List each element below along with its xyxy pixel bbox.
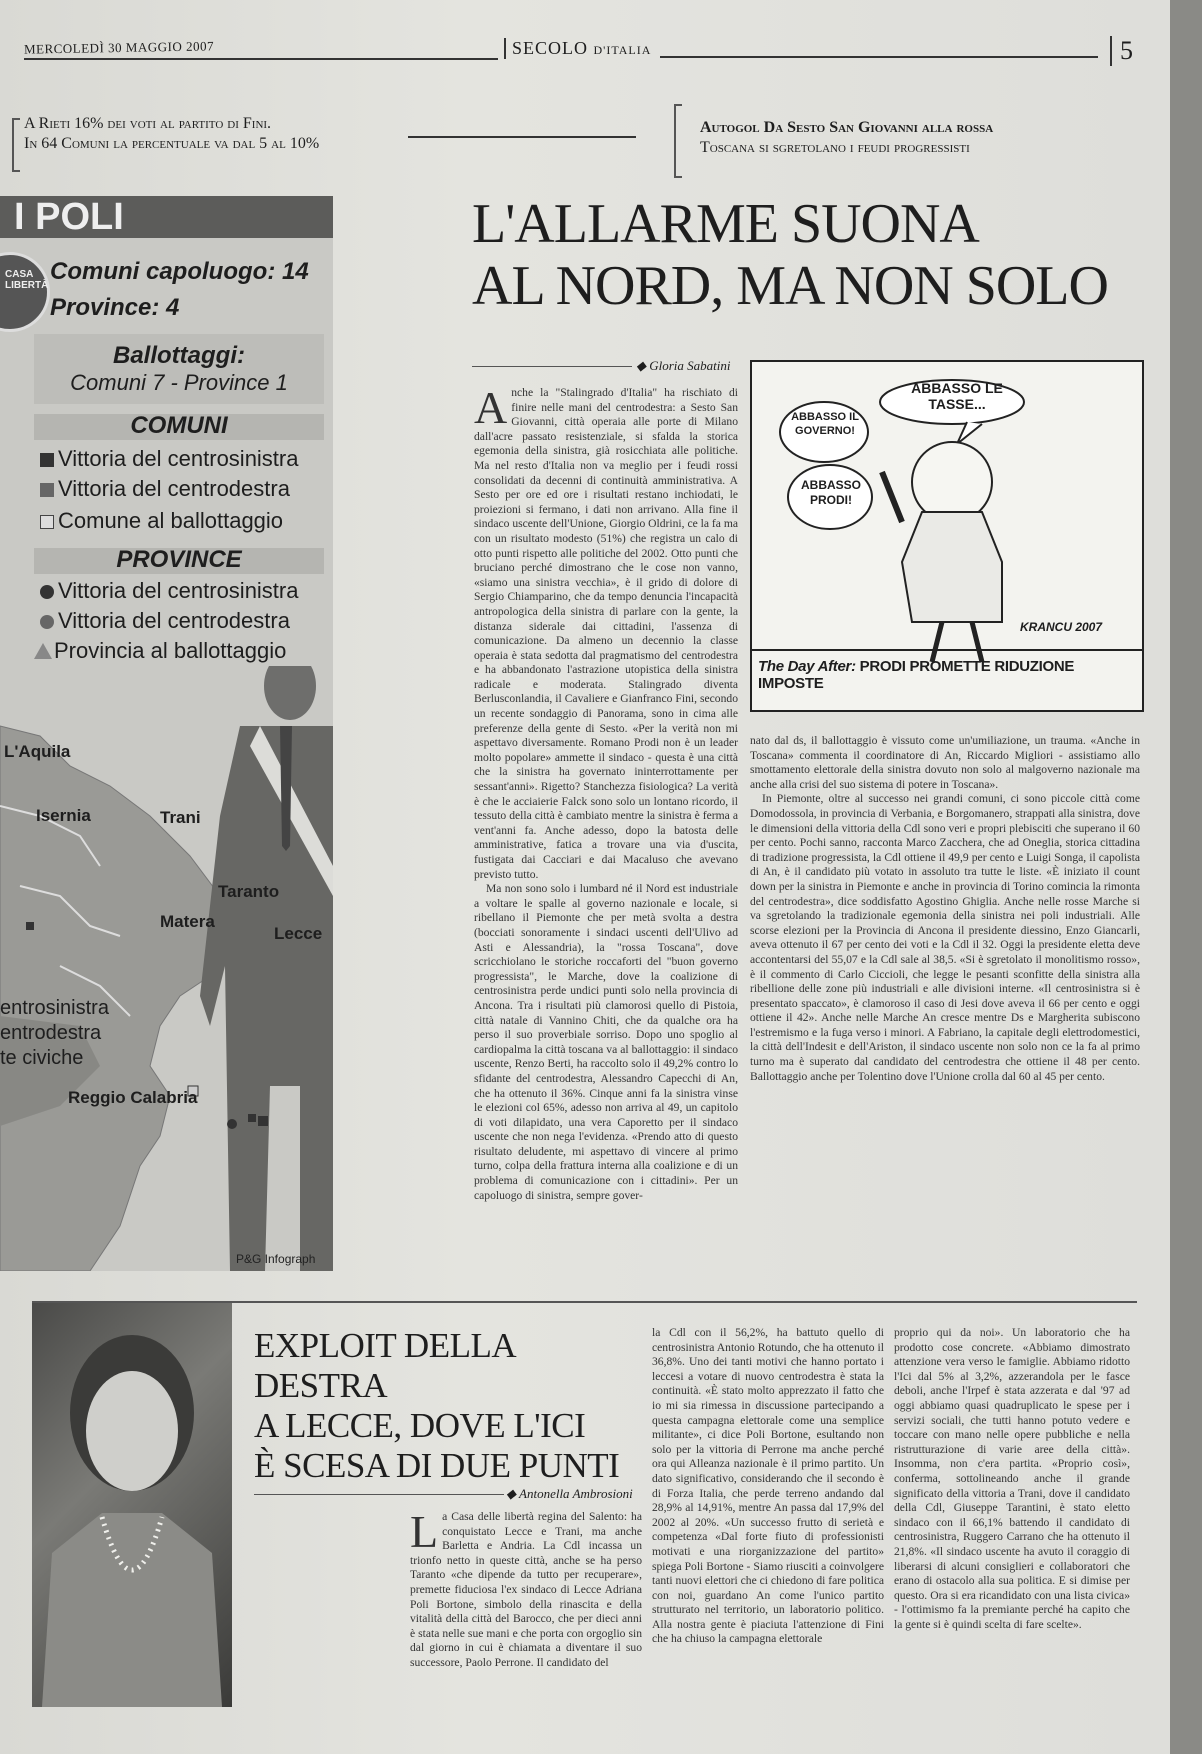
comuni-legend-label: Vittoria del centrodestra: [58, 476, 290, 501]
article2-headline-line2: A LECCE, DOVE L'ICI: [254, 1406, 586, 1445]
city-label: Trani: [160, 808, 201, 827]
legend-square-mid: [40, 483, 54, 497]
city-marker: [258, 1116, 268, 1126]
article1-headline-line1: L'ALLARME SUONA: [472, 193, 979, 255]
author-photo: [32, 1303, 232, 1707]
ballottaggi-title: Ballottaggi:: [113, 342, 245, 369]
prodi-legs: [932, 622, 982, 662]
man-tie: [280, 726, 292, 851]
article2-dropcap: L: [410, 1510, 439, 1557]
article1-dropcap: A: [474, 386, 508, 433]
province-legend-label: Provincia al ballottaggio: [54, 638, 287, 663]
legend-square-dark: [40, 453, 54, 467]
kicker-right: [700, 118, 1140, 158]
comuni-legend-ballottaggio: [40, 508, 283, 534]
infographic-title: I POLI: [0, 196, 333, 238]
bubble-text-prodi: ABBASSO PRODI!: [800, 478, 861, 507]
article1-paragraph: nche la "Stalingrado d'Italia" ha rischiato di finire nelle mani del centrodestra: a Sesto San Giovanni, città operaia alle porte di Milano dall'acre passato resistenziale, si sfalda la storica egemonia della sinistra, già rosicchiata alle politiche. Ma nel resto d'Italia non va meglio per i feudi rossi consolidati da decenni di continuità amministrativa. A Sesto per ore ed ore i risultati restano inchiodati, le proiezioni si fermano, i dati non arrivano. Alla fine il sindaco uscente dell'Unione, Giorgio Oldrini, ce la fa ma con un risultato modesto (51%) che registra un calo di otto punti rispetto alle politiche del 2002. Otto punti che bruciano perché dimostrano che le cose non vanno, «siamo una sinistra vecchia», è il grido di dolore di Sergio Chiamparino, che da tempo denuncia l'incapacità antropologica della sinistra di parlare con la gente, la distanza siderale dai cittadini, l'assenza di comunicazione. Da almeno un decennio la classe operaia è stata sedotta dal pragmatismo del centrodestra e ha abbandonato l'astrazione utopistica della sinistra radicale e moderata. Stalingrado diventa Berlusconlandia, il Cavaliere e Gianfranco Fini, secondo un recente sondaggio di Panorama, sono in cima alle preferenze della gente di Sesto. «Per la verità non mi aspettavo diversamente. Romano Prodi non è un leader molto popolare» ammette il sindaco - questa è una città che la sinistra ha governato ininterrottamente per sessant'anni». Rigetto? Stanchezza fisiologica? La verità è che le acciaierie Falck sono solo un lontano ricordo, il tessuto della città è cambiato mentre la sinistra è ferma a vent'anni fa. Anche adesso, dopo la batosta delle amministrative, fatica a trovare una via d'uscita, fustigata dai Cacciari e dai Macaluso che avevano previsto tutto.: [474, 386, 738, 881]
city-label: Reggio Calabria: [68, 1088, 198, 1107]
kicker-right-bracket: [674, 104, 682, 178]
newspaper-name-main: SECOLO: [512, 38, 589, 58]
byline-rule: [472, 366, 632, 367]
legend-circle-dark: [40, 585, 54, 599]
kicker-right-line2: Toscana si sgretolano i feudi progressisti: [700, 139, 970, 156]
city-label: Taranto: [218, 882, 280, 901]
casa-liberta-logo: [0, 252, 50, 332]
city-marker: [227, 1119, 237, 1129]
bubble-tail: [957, 422, 982, 444]
newspaper-name-suffix: D'ITALIA: [593, 43, 652, 57]
article2-paragraph: la Cdl con il 56,2%, ha battuto quello di centrosinistra Antonio Rotundo, che ha ottenuto il 36,8%. Uno dei tanti motivi che hanno portato i leccesi a votare di nuovo centrodestra è stata la continuità. «È stato molto apprezzato il fatto che io mi sia rimessa in discussione partecipando a questa campagna elettorale come una semplice militante», ci dice Poli Bortone, esultando non solo per la vittoria di Perrone ma anche perché ora qui Alleanza nazionale è il primo partito. Un dato significativo, considerando che il secondo è di Forza Italia, che perde terreno andando dal 28,9% al 14,91%, mentre An passa dal 17,9% del 2002 al 20%. «Un successo frutto di serietà e competenza «Dal forte fiuto di professionisti motivati e una riorganizzazione del partito» spiega Poli Bortone - Siamo riusciti a coinvolgere tanti nuovi elettori che ci chiedono di fare politica con noi, guardano An come l'unico partito strutturato nel territorio, un laboratorio politico. Alla nostra gente è piaciuta l'attenzione di Fini che ha chiuso la campagna elettorale: [652, 1326, 884, 1646]
page-number: 5: [1110, 36, 1133, 66]
article2-column3: [894, 1326, 1130, 1710]
city-label: L'Aquila: [4, 742, 71, 761]
man-head: [264, 666, 316, 720]
ballottaggi-detail: Comuni 7 - Province 1: [70, 370, 288, 395]
logo-text: CASA LIBERTÀ: [5, 269, 49, 291]
kicker-left-bracket: [12, 118, 20, 172]
political-cartoon: [750, 360, 1144, 712]
prodi-arm: [882, 472, 902, 522]
cartoonist-signature: KRANCU 2007: [1020, 620, 1103, 634]
man-silhouette: [200, 666, 333, 1271]
kicker-left-line1: A Rieti 16% dei voti al partito di Fini.: [24, 115, 272, 132]
caption-text: PRODI PROMETTE RIDUZIONE IMPOSTE: [758, 658, 1075, 692]
election-infographic: [0, 196, 333, 1271]
portrait-image: [32, 1303, 232, 1707]
man-body: [200, 726, 333, 1271]
legend-square-empty: [40, 515, 54, 529]
infographic-credit: P&G Infograph: [236, 1252, 316, 1266]
byline-name: Gloria Sabatini: [649, 358, 731, 373]
article2-byline: ◆ Antonella Ambrosioni: [506, 1486, 633, 1501]
bubble-text-taxes: ABBASSO LE TASSE...: [911, 380, 1003, 412]
kicker-left-line2: In 64 Comuni la percentuale va dal 5 al 10%: [24, 135, 320, 152]
legend-line: entrosinistra: [0, 997, 109, 1019]
article2-headline-line3: È SCESA DI DUE PUNTI: [254, 1446, 620, 1485]
cartoon-caption: [758, 658, 1136, 692]
province-legend-label: Vittoria del centrosinistra: [58, 578, 299, 603]
article1-headline-line2: AL NORD, MA NON SOLO: [472, 255, 1108, 317]
header-rule-right: [660, 56, 1098, 58]
comuni-legend-centrodestra: [40, 476, 290, 502]
byline-rule: [254, 1494, 504, 1495]
province-legend-centrosinistra: [40, 578, 299, 604]
comuni-legend-label: Comune al ballottaggio: [58, 508, 284, 533]
kicker-left: [24, 114, 414, 154]
article1-headline: [472, 193, 1132, 317]
article2-paragraph: proprio qui da noi». Un laboratorio che ha prodotto cose concrete. «Abbiamo dimostrato attenzione vera verso le famiglie. Abbiamo ridotto l'Ici dal 5% al 3,2%, azzerandola per le fasce deboli, anche l'Irpef è stata azzerata e dal '97 ad oggi abbiamo quasi quadruplicato le spese per i servizi sociali, che tutti hanno potuto vedere e toccare con mano nelle opere pubbliche e nella ristrutturazione di varie aree della città». Insomma, non c'era partita. «Proprio così», conferma, sottolineando anche il grande significato della vittoria a Trani, dove il candidato della Cdl, Giuseppe Tarantini, è stato eletto sindaco con il 66,1% battendo il candidato di centrosinistra, Ruggero Carrano che ha ottenuto il 21,8%. «Il sindaco uscente ha avuto il coraggio di liberarsi di alcuni consiglieri e collaboratori che erano di ostacolo alla sua politica. E si dimise per questo. Ora si era ricandidato con una lista civica» - l'ottimismo fa la premiante perché ha capito che la gente si è quindi scelta di fare scelte».: [894, 1326, 1130, 1631]
portrait-face: [86, 1371, 178, 1491]
legend-line: entrodestra: [0, 1022, 102, 1044]
comuni-legend-label: Vittoria del centrosinistra: [58, 446, 299, 471]
stat-capoluogo: Comuni capoluogo: 14: [50, 258, 309, 285]
article1-paragraph: In Piemonte, oltre al successo nei grandi comuni, ci sono piccole città come Domodossola, in provincia di Verbania, e Borgomanero, strappati alla sinistra, dove le dimensioni della vittoria della Cdl sono veri e propri plebisciti che superano il 60 per cento. Pochi sanno, racconta Marco Zacchera, che ad Oneglia, storica cittadina di tradizione progressista, la Cdl ottiene il 49,9 per cento e Luigi Songa, il capolista di An, è il candidato più votato in assoluto tra tutte le liste. «È iniziato il count down per la sinistra in Piemonte e anche in provincia di Torino comincia la rimonta del centrodestra», dice soddisfatto Agostino Ghiglia. Anche nelle rosse Marche si va sgretolando la tradizionale egemonia della sinistra nei poli industriali. Alle scorse elezioni per la Provincia di Ancona il presidente diessino, Enzo Giancarli, aveva ottenuto il 67 per cento dei voti e la Cdl il 32. Oggi la presidente eletta deve accontentarsi del 55,07 e la Cdl sale al 38,5. «Si è sgretolato il monolitismo rosso», è il commento di Carlo Ciccioli, che legge le pesanti sconfitte della sinistra alla ribellione delle zone più industriali e alle divisioni interne. «Il centrosinistra si è presentato spaccato», è clamoroso il caso di Jesi dove aveva il 66 per cento e oggi ottiene il 42». Anche nelle Marche An cresce mentre Ds e Margherita subiscono l'estremismo e la fuga verso i minori. A Fabriano, la capitale degli elettrodomestici, la città dell'Indesit e dell'Ariston, il sindaco uscente non solo non ce la fa al primo turno ma è superato dal candidato del centrodestra che ottiene il 48 per cento. Ballottaggio anche per Tolentino dove l'Unione crolla dal 60 al 45 per cento.: [750, 792, 1140, 1083]
kicker-rule: [408, 136, 636, 138]
newspaper-name: [504, 38, 651, 59]
city-marker: [26, 922, 34, 930]
province-legend-label: Vittoria del centrodestra: [58, 608, 290, 633]
article2-column1: [410, 1510, 642, 1710]
article2-column2: [652, 1326, 884, 1710]
city-marker: [248, 1114, 256, 1122]
caption-prefix: The Day After:: [758, 658, 856, 675]
comuni-legend-centrosinistra: [40, 446, 299, 472]
province-legend-centrodestra: [40, 608, 290, 634]
article2-headline: [254, 1326, 654, 1486]
city-label: Matera: [160, 912, 215, 931]
byline-name: Antonella Ambrosioni: [519, 1486, 633, 1501]
portrait-body: [42, 1513, 222, 1707]
header-rule-left: [24, 58, 498, 60]
prodi-head: [912, 442, 992, 522]
legend-circle-mid: [40, 615, 54, 629]
comuni-heading: COMUNI: [130, 412, 228, 439]
city-label: Lecce: [274, 924, 323, 943]
article1-byline: ◆ Gloria Sabatini: [636, 358, 731, 373]
province-heading: PROVINCE: [116, 546, 242, 573]
stat-province: Province: 4: [50, 294, 180, 321]
city-label: Isernia: [36, 806, 91, 825]
kicker-right-line1: Autogol Da Sesto San Giovanni alla rossa: [700, 119, 994, 136]
triangle-icon: [34, 643, 52, 659]
province-legend-ballottaggio: [34, 638, 286, 664]
prodi-body: [902, 512, 1002, 622]
article1-paragraph: nato dal ds, il ballottaggio è vissuto come un'umiliazione, un trauma. «Anche in Toscana» commenta il coordinatore di An, Riccardo Migliori - assistiamo allo smottamento elettorale della sinistra dovuto non solo al malgoverno nazionale ma anche alla crisi del suo sistema di potere in Toscana».: [750, 734, 1140, 791]
legend-line: te civiche: [0, 1047, 84, 1069]
bubble-text-governo: ABBASSO IL GOVERNO!: [791, 411, 859, 437]
issue-date: MERCOLEDÌ 30 MAGGIO 2007: [23, 38, 215, 57]
article1-paragraph: Ma non sono solo i lumbard né il Nord est industriale a voltare le spalle al governo nazionale e locale, si ribellano il Piemonte che per metà svolta a destra (bocciati sonoramente i sindaci uscenti dell'Ulivo ad Asti e Alessandria), la "rossa Toscana", dove scricchiolano le storiche roccaforti del "buon governo progressista", le Marche, dove la coalizione di centrosinistra perde undici punti solo nella provincia di Ancona. Tra i risultati più clamorosi quello di Pistoia, città natale di Vannino Chiti, che da qualche ora ha perso il suo proverbiale sorriso. Dopo uno spoglio al cardiopalma la città toscana va al ballottaggio: il sindaco uscente, Renzo Berti, ha raccolto solo il 49,2% contro lo sfidante del centrodestra, Alessandro Capecchi di An, che ha ottenuto il 36%. Cinque anni fa la sinistra vinse le elezioni col 65%, adesso non arriva al 49, un capitolo di voti dilapidato, una vera Caporetto per il sindaco uscente che non nega l'evidenza. «Prendo atto di questo risultato deludente, mi aspettavo di vincere al primo turno, colpa della frattura interna alla coalizione e di un problema di comunicazione con i cittadini». Per un capoluogo di sinistra, sempre gover-: [474, 882, 738, 1202]
article1-column2: [750, 734, 1140, 1268]
article2-paragraph: a Casa delle libertà regina del Salento: ha conquistato Lecce e Trani, ma anche Barletta e Andria. La Cdl incassa un trionfo netto in queste città, anche se ha perso Taranto «che dipende da tutto per recuperare», premette fiduciosa l'ex sindaco di Lecce Adriana Poli Bortone, simbolo della rinascita e della vitalità della città del Barocco, che per dieci anni è stata nelle sue mani e che porta con orgoglio sin dal giorno in cui è chiamata a diventare il suo successore, Paolo Perrone. Il candidato del: [410, 1510, 642, 1669]
map-bottom-legend: [0, 996, 120, 1071]
article1-column1: [474, 386, 738, 1266]
article2-headline-line1: EXPLOIT DELLA DESTRA: [254, 1326, 515, 1405]
